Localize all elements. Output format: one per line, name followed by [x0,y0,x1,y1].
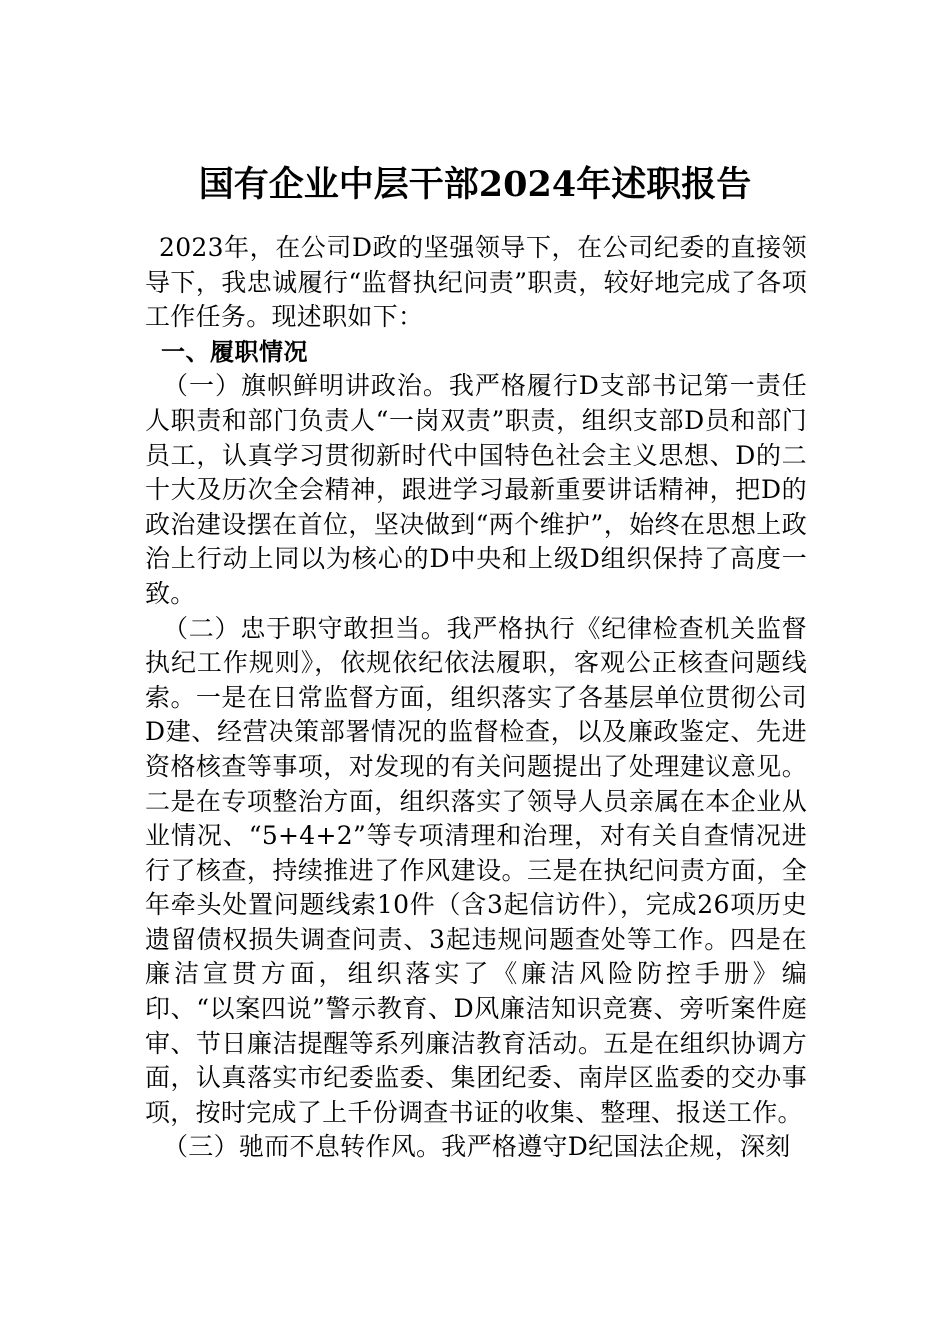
paragraph-duty: （二）忠于职守敢担当。我严格执行《纪律检查机关监督执纪工作规则》，依规依纪依法履职，客观公正核查问题线索。一是在日常监督方面，组织落实了各基层单位贯彻公司D建、经营决策部署情况的监督检查，以及廉政鉴定、先进资格核查等事项，对发现的有关问题提出了处理建议意见。二是在专项整治方面，组织落实了领导人员亲属在本企业从业情况、“5+4+2”等专项清理和治理，对有关自查情况进行了核查，持续推进了作风建设。三是在执纪问责方面，全年牵头处置问题线索10件（含3起信访件），完成26项历史遗留债权损失调查问责、3起违规问题查处等工作。四是在廉洁宣贯方面，组织落实了《廉洁风险防控手册》编印、“以案四说”警示教育、D风廉洁知识竞赛、旁听案件庭审、节日廉洁提醒等系列廉洁教育活动。五是在组织协调方面，认真落实市纪委监委、集团纪委、南岸区监委的交办事项，按时完成了上千份调查书证的收集、整理、报送工作。 [145,613,807,1127]
section-heading: 一、履职情况 [161,337,308,366]
intro-paragraph: 2023年，在公司D政的坚强领导下，在公司纪委的直接领导下，我忠诚履行“监督执纪问责”职责，较好地完成了各项工作任务。现述职如下： [145,233,807,332]
document-body [145,231,807,1165]
document-title: 国有企业中层干部2024年述职报告 [198,164,752,205]
paragraph-style: （三）驰而不息转作风。我严格遵守D纪国法企规，深刻 [163,1132,791,1162]
paragraph-politics: （一）旗帜鲜明讲政治。我严格履行D支部书记第一责任人职责和部门负责人“一岗双责”职责，组织支部D员和部门员工，认真学习贯彻新时代中国特色社会主义思想、D的二十大及历次全会精神，跟进学习最新重要讲话精神，把D的政治建设摆在首位，坚决做到“两个维护”，始终在思想上政治上行动上同以为核心的D中央和上级D组织保持了高度一致。 [145,371,807,608]
